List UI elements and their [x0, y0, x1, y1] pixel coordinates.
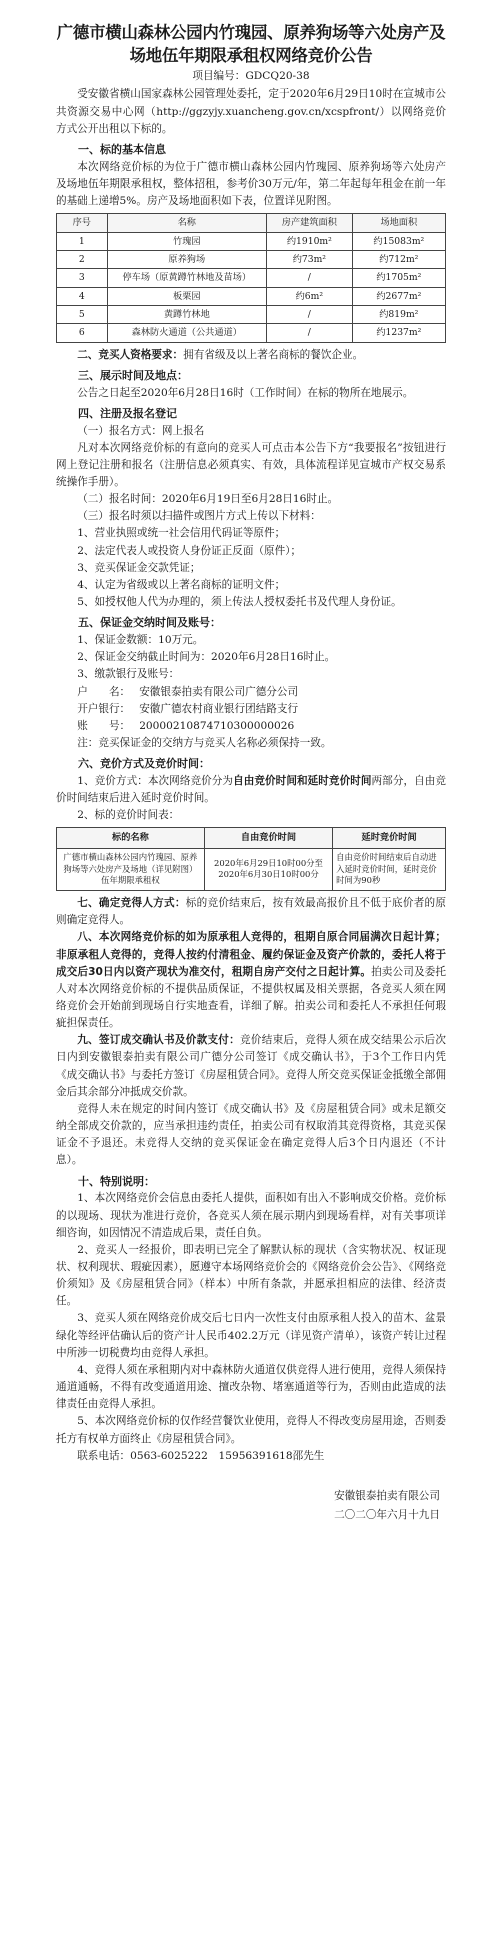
- section-4-heading: 四、注册及报名登记: [78, 406, 177, 420]
- bidding-method-text: 1、竞价方式：本次网络竞价分为: [77, 774, 234, 787]
- bank-name: [56, 701, 446, 718]
- list-item: 3、竞买保证金交款凭证；: [77, 561, 201, 574]
- bank-field-label: 开户银行：: [77, 702, 131, 715]
- section-9-text: 竞价结束后，竞得人须在成交结果公示后次日内到安徽银泰拍卖有限公司广德分公司签订《成交确认书》，于3个工作日内凭《成交确认书》与委托方签订《房屋租赁合同》。竞得人所交竞买保证金抵缴全部佣金后其余部分冲抵成交价款。: [56, 1034, 446, 1098]
- section-3-heading: 三、展示时间及地点：: [78, 368, 188, 382]
- table-row: [57, 305, 446, 323]
- bank-account-name: [56, 684, 446, 701]
- table-cell: 约1705m²: [352, 269, 445, 287]
- table-cell: /: [267, 324, 353, 342]
- section-9: [56, 1032, 446, 1101]
- bank-field-value: 安徽广德农村商业银行团结路支行: [139, 702, 299, 715]
- table-header-row: [57, 828, 446, 848]
- table-cell: 板栗园: [107, 287, 266, 305]
- signature-company: 安徽银泰拍卖有限公司: [334, 1489, 440, 1502]
- list-item: 2、法定代表人或投资人身份证正反面（原件）；: [77, 544, 302, 557]
- table-header-cell: 名称: [107, 214, 266, 232]
- table-row: [57, 232, 446, 250]
- section-4-sub-1: （一）报名方式：网上报名: [77, 424, 205, 437]
- table-cell: 约73m²: [267, 250, 353, 268]
- section-8-emphasis: 八、本次网络竞价标的如为原承租人竞得的，租期自原合同届满次日起计算；非原承租人竞得的，竞得人按约付清租金、履约保证金及资产价款的，委托人将于成交后30日内以资产现状为准交付，租期自房产交付之日起计算。: [56, 931, 446, 978]
- section-4-sub-2: （二）报名时间：2020年6月19日至6月28日16时止。: [77, 493, 339, 506]
- section-1-text: 本次网络竞价标的为位于广德市横山森林公园内竹瑰园、原养狗场等六处房产及场地伍年期限承租权，整体招租，参考价30万元/年，第二年起每年租金在前一年的基础上递增5%。房产及场地面积如下表，位置详见附图。: [56, 160, 446, 208]
- table-row: [57, 250, 446, 268]
- table-row: [57, 848, 446, 890]
- table-cell: 1: [57, 232, 108, 250]
- list-item: 4、认定为省级或以上著名商标的证明文件；: [77, 578, 286, 591]
- section-7: [56, 895, 446, 929]
- deposit-note: 注：竞买保证金的交纳方与竞买人名称必须保持一致。: [77, 737, 332, 749]
- list-item: 1、本次网络竞价会信息由委托人提供，面积如有出入不影响成交价格。竞价标的以现场、现状为准进行竞价，各竞买人须在展示期内到现场看样，对有关事项详细咨询，如因情况不清造成后果，责任自负。: [56, 1192, 446, 1239]
- table-cell: 约1237m²: [352, 324, 445, 342]
- table-cell: 4: [57, 287, 108, 305]
- table-cell: 约15083m²: [352, 232, 445, 250]
- list-item: 5、如授权他人代为办理的，须上传法人授权委托书及代理人身份证。: [77, 596, 402, 609]
- bank-field-value: 安徽银泰拍卖有限公司广德分公司: [139, 685, 299, 698]
- section-3-text: 公告之日起至2020年6月28日16时（工作时间）在标的物所在地展示。: [77, 386, 414, 399]
- section-2: [56, 347, 446, 364]
- table-cell: 停车场（原黄蹲竹林地及苗场）: [107, 269, 266, 287]
- section-4-sub-3: （三）报名时须以扫描件或图片方式上传以下材料：: [77, 510, 321, 523]
- table-row: [57, 287, 446, 305]
- table-cell: 竹瑰园: [107, 232, 266, 250]
- table-row: [57, 324, 446, 342]
- section-4-paragraph: 凡对本次网络竞价标的有意向的竞买人可点击本公告下方“我要报名”按钮进行网上登记注册和报名（注册信息必须真实、有效，具体流程详见宣城市产权交易系统操作手册）。: [56, 441, 446, 488]
- bidding-method: [56, 773, 446, 807]
- contact-phone: 联系电话：0563-6025222 15956391618邵先生: [77, 1449, 325, 1462]
- bidding-method-text-end: 两部分，自由竞价时间结束后进入延时竞价时间。: [56, 774, 447, 805]
- bank-field-label: 账 号：: [77, 719, 131, 732]
- table-header-row: [57, 214, 446, 232]
- table-cell: 约712m²: [352, 250, 445, 268]
- bidding-schedule-label: 2、标的竞价时间表：: [77, 809, 180, 822]
- project-number: 项目编号：GDCQ20-38: [192, 70, 310, 83]
- intro-paragraph: 受安徽省横山国家森林公园管理处委托，定于2020年6月29日10时在宣城市公共资源交易中心网（http://ggzyjy.xuancheng.gov.cn/xcspfront/）以网络竞价方式公开出租以下标的。: [56, 88, 446, 135]
- list-item: 2、保证金交纳截止时间为：2020年6月28日16时止。: [77, 651, 336, 664]
- table-header-cell: 延时竞价时间: [333, 828, 446, 848]
- table-cell: /: [267, 305, 353, 323]
- announcement-title: 广德市横山森林公园内竹瑰园、原养狗场等六处房产及场地伍年期限承租权网络竞价公告: [56, 23, 446, 65]
- section-9-heading: 九、签订成交确认书及价款支付：: [77, 1034, 241, 1047]
- section-5-heading: 五、保证金交纳时间及账号：: [78, 616, 221, 630]
- table-cell: 2: [57, 250, 108, 268]
- table-cell: 原养狗场: [107, 250, 266, 268]
- table-cell: 6: [57, 324, 108, 342]
- bank-field-label: 户 名：: [77, 685, 131, 698]
- list-item: 3、缴款银行及账号：: [77, 668, 180, 681]
- table-header-cell: 自由竞价时间: [204, 828, 332, 848]
- table-cell: 黄蹲竹林地: [107, 305, 266, 323]
- table-header-cell: 场地面积: [352, 214, 445, 232]
- list-item: 5、本次网络竞价标的仅作经营餐饮业使用，竞得人不得改变房屋用途，否则委托方有权单方面终止《房屋租赁合同》。: [56, 1415, 446, 1445]
- section-10-heading: 十、特别说明：: [78, 1174, 155, 1188]
- signature-date: 二〇二〇年六月十九日: [334, 1508, 440, 1521]
- list-item: 2、竞买人一经报价，即表明已完全了解默认标的现状（含实物状况、权证现状、权利现状、瑕疵因素），愿遵守本场网络竞价会的《网络竞价会公告》、《网络竞价须知》及《房屋租赁合同》（样本）中所有条款，并愿承担相应的法律、经济责任。: [56, 1243, 446, 1308]
- section-7-heading: 七、确定竞得人方式：: [77, 897, 186, 910]
- bidding-method-emphasis: 自由竞价时间和延时竞价时间: [233, 774, 372, 787]
- table-cell: /: [267, 269, 353, 287]
- section-9-paragraph-2: 竞得人未在规定的时间内签订《成交确认书》及《房屋租赁合同》或未足额交纳全部成交价款的，应当承担违约责任，拍卖公司有权取消其竞得资格，其竞买保证金不予退还。未竞得人交纳的竞买保证金在确定竞得人后3个日内退还（不计息）。: [56, 1102, 446, 1167]
- table-header-cell: 序号: [57, 214, 108, 232]
- list-item: 1、保证金数额：10万元。: [77, 634, 204, 647]
- table-header-cell: 标的名称: [57, 828, 205, 848]
- section-2-text: 拥有省级及以上著名商标的餐饮企业。: [183, 348, 364, 361]
- table-cell: 约2677m²: [352, 287, 445, 305]
- list-item: 4、竞得人须在承租期内对中森林防火通道仅供竞得人进行使用，竞得人须保持通道通畅，不得有改变通道用途、擅改杂物、堵塞通道等行为，否则由此造成的法律责任由竞得人承担。: [56, 1363, 446, 1411]
- section-8: [56, 929, 446, 1032]
- table-row: [57, 269, 446, 287]
- table-cell: 约1910m²: [267, 232, 353, 250]
- bidding-schedule-table: [56, 827, 446, 891]
- table-cell: 约6m²: [267, 287, 353, 305]
- table-cell: 森林防火通道（公共通道）: [107, 324, 266, 342]
- table-cell: 2020年6月29日10时00分至2020年6月30日10时00分: [204, 848, 332, 890]
- section-2-heading: 二、竞买人资格要求：: [77, 348, 184, 361]
- table-cell: 广德市横山森林公园内竹瑰园、原养狗场等六处房产及场地（详见附图）伍年期限承租权: [57, 848, 205, 890]
- table-header-cell: 房产建筑面积: [267, 214, 353, 232]
- bank-field-value: 20000210874710300000026: [139, 719, 295, 732]
- table-cell: 3: [57, 269, 108, 287]
- table-cell: 约819m²: [352, 305, 445, 323]
- table-cell: 5: [57, 305, 108, 323]
- section-6-heading: 六、竞价方式及竞价时间：: [78, 757, 210, 771]
- signature-block: [56, 1487, 446, 1525]
- section-8-text: 拍卖公司及委托人对本次网络竞价标的不提供品质保证，不提供权属及相关票据，各竞买人须在网络竞价会开始前到现场自行实地查看，详细了解。拍卖公司和委托人不承担任何瑕疵担保责任。: [56, 965, 447, 1030]
- table-cell: 自由竞价时间结束后自动进入延时竞价时间，延时竞价时间为90秒: [333, 848, 446, 890]
- section-7-text: 标的竞价结束后，按有效最高报价且不低于底价者的原则确定竞得人。: [56, 897, 447, 927]
- bank-account-number: [56, 718, 446, 735]
- list-item: 3、竞买人须在网络竞价成交后七日内一次性支付由原承租人投入的苗木、盆景绿化等经评估确认后的资产计人民币402.2万元（详见资产清单），该资产转让过程中所涉一切税费均由竞得人承担。: [56, 1312, 446, 1359]
- section-1-heading: 一、标的基本信息: [78, 142, 166, 156]
- list-item: 1、营业执照或统一社会信用代码证等原件；: [77, 527, 286, 540]
- property-area-table: [56, 213, 446, 342]
